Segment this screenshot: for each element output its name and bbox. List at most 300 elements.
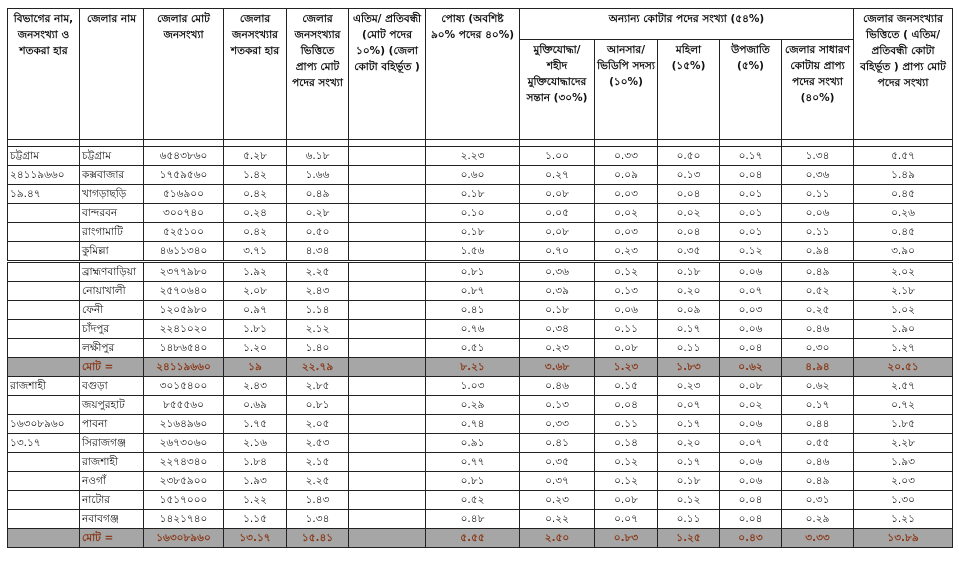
table-row (8, 491, 953, 510)
division-cell: ১৩.১৭ (8, 434, 80, 453)
division-cell (8, 358, 80, 377)
division-cell (8, 510, 80, 529)
table-body (8, 140, 953, 548)
district-cell: চট্টগ্রাম (80, 147, 144, 166)
table-row (8, 434, 953, 453)
tribal-cell: ০.০৪ (720, 339, 782, 358)
posts-by-pop-cell: ১.৩৪ (287, 510, 349, 529)
general-cell: ০.১৭ (782, 396, 854, 415)
poshya-cell: ৫.৫৫ (426, 529, 520, 548)
ansar-cell: ০.০৮ (595, 491, 658, 510)
total-row (8, 358, 953, 377)
posts-by-pop-cell: ২.১২ (287, 320, 349, 339)
tribal-cell: ০.০৬ (720, 453, 782, 472)
posts-by-pop-cell: ২.২৫ (287, 472, 349, 491)
table-row (8, 147, 953, 166)
women-cell: ০.২৩ (658, 377, 720, 396)
population-cell: ৩০০৭৪০ (144, 204, 224, 223)
posts-by-pop-cell: ০.৪৯ (287, 185, 349, 204)
district-cell: বান্দরবন (80, 204, 144, 223)
general-cell: ০.৪৯ (782, 472, 854, 491)
tribal-cell: ০.০৬ (720, 415, 782, 434)
header-pop-percent: জেলার জনসংখ্যার শতকরা হার (224, 9, 287, 140)
general-cell: ০.৬২ (782, 377, 854, 396)
header-ansar: আনসার/ ভিডিপি সদস্য (১০%) (595, 40, 658, 140)
general-cell: ০.৪৬ (782, 320, 854, 339)
women-cell: ০.১৩ (658, 166, 720, 185)
general-cell: ০.২৯ (782, 510, 854, 529)
freedom-cell: ০.২২ (520, 510, 595, 529)
poshya-cell: ০.৫২ (426, 491, 520, 510)
population-cell: ৩০১৫৪০০ (144, 377, 224, 396)
freedom-cell: ২.৫০ (520, 529, 595, 548)
pop-percent-cell: ১.৭৫ (224, 415, 287, 434)
poshya-cell: ০.৮১ (426, 472, 520, 491)
division-cell (8, 223, 80, 242)
final-cell: ১.৩০ (854, 491, 953, 510)
women-cell: ০.১৮ (658, 472, 720, 491)
spacer-cell (80, 140, 144, 147)
final-cell: ১৩.৮৯ (854, 529, 953, 548)
freedom-cell: ০.৪৬ (520, 377, 595, 396)
division-cell: চট্টগ্রাম (8, 147, 80, 166)
ansar-cell: ০.১৪ (595, 434, 658, 453)
women-cell: ০.১১ (658, 339, 720, 358)
header-posts-by-pop: জেলার জনসংখ্যার ভিত্তিতে প্রাপ্য মোট পদের সংখ্যা (287, 9, 349, 140)
final-cell: ১.২১ (854, 510, 953, 529)
ansar-cell: ০.১২ (595, 472, 658, 491)
spacer-cell (658, 140, 720, 147)
general-cell: ৪.৯৪ (782, 358, 854, 377)
final-cell: ০.২৬ (854, 204, 953, 223)
table-row (8, 204, 953, 223)
freedom-cell: ১.০০ (520, 147, 595, 166)
general-cell: ৩.৩৩ (782, 529, 854, 548)
women-cell: ০.৩৫ (658, 242, 720, 262)
ansar-cell: ০.৩৩ (595, 147, 658, 166)
spacer-cell (720, 140, 782, 147)
pop-percent-cell: ২.১৬ (224, 434, 287, 453)
pop-percent-cell: ১.৯২ (224, 262, 287, 282)
posts-by-pop-cell: ০.৮১ (287, 396, 349, 415)
final-cell: ৫.৫৭ (854, 147, 953, 166)
women-cell: ০.০৪ (658, 185, 720, 204)
district-cell: মোট = (80, 529, 144, 548)
general-cell: ০.৯৪ (782, 242, 854, 262)
tribal-cell: ০.০১ (720, 204, 782, 223)
division-cell (8, 491, 80, 510)
tribal-cell: ০.০৪ (720, 491, 782, 510)
division-cell: ১৬৩০৮৯৬০ (8, 415, 80, 434)
population-cell: ১৪৮৬৫৪০ (144, 339, 224, 358)
freedom-cell: ০.৩৯ (520, 282, 595, 301)
tribal-cell: ০.০২ (720, 396, 782, 415)
ansar-cell: ০.০৩ (595, 185, 658, 204)
population-cell: ২৬৭৩০৬০ (144, 434, 224, 453)
posts-by-pop-cell: ৪.৩৪ (287, 242, 349, 262)
posts-by-pop-cell: ৬.১৮ (287, 147, 349, 166)
pop-percent-cell: ১.৯৩ (224, 472, 287, 491)
spacer-row (8, 140, 953, 147)
division-cell: ২৪১১৯৬৬০ (8, 166, 80, 185)
district-cell: ফেনী (80, 301, 144, 320)
general-cell: ০.৫৫ (782, 434, 854, 453)
freedom-cell: ০.২৩ (520, 491, 595, 510)
posts-by-pop-cell: ০.২৮ (287, 204, 349, 223)
pop-percent-cell: ৫.২৮ (224, 147, 287, 166)
freedom-cell: ০.২৩ (520, 339, 595, 358)
spacer-cell (782, 140, 854, 147)
women-cell: ০.১৭ (658, 415, 720, 434)
population-cell: ৫১৬৯০০ (144, 185, 224, 204)
division-cell: ১৯.৪৭ (8, 185, 80, 204)
women-cell: ০.০৪ (658, 223, 720, 242)
posts-by-pop-cell: ১.৪৩ (287, 491, 349, 510)
general-cell: ০.৩০ (782, 339, 854, 358)
general-cell: ০.৪৯ (782, 262, 854, 282)
posts-by-pop-cell: ২.০৫ (287, 415, 349, 434)
district-cell: রাংগামাটি (80, 223, 144, 242)
freedom-cell: ০.৩৭ (520, 472, 595, 491)
final-cell: ১.৯০ (854, 320, 953, 339)
final-cell: ২.১৮ (854, 282, 953, 301)
orphan-cell (349, 339, 426, 358)
division-cell (8, 204, 80, 223)
women-cell: ১.৮৩ (658, 358, 720, 377)
women-cell: ০.২০ (658, 434, 720, 453)
final-cell: ২.০২ (854, 262, 953, 282)
orphan-cell (349, 223, 426, 242)
table-row (8, 166, 953, 185)
freedom-cell: ০.৩৪ (520, 320, 595, 339)
table-row (8, 453, 953, 472)
general-cell: ০.৪৪ (782, 415, 854, 434)
header-tribal: উপজাতি (৫%) (720, 40, 782, 140)
general-cell: ০.১১ (782, 223, 854, 242)
division-cell (8, 529, 80, 548)
division-cell (8, 339, 80, 358)
freedom-cell: ০.৭০ (520, 242, 595, 262)
tribal-cell: ০.০৬ (720, 320, 782, 339)
ansar-cell: ০.১২ (595, 453, 658, 472)
poshya-cell: ০.৭৭ (426, 453, 520, 472)
division-cell (8, 472, 80, 491)
pop-percent-cell: ০.৬৯ (224, 396, 287, 415)
poshya-cell: ১.৫৬ (426, 242, 520, 262)
freedom-cell: ০.৩৫ (520, 453, 595, 472)
tribal-cell: ০.০১ (720, 223, 782, 242)
posts-by-pop-cell: ০.৫০ (287, 223, 349, 242)
final-cell: ০.৪৫ (854, 185, 953, 204)
spacer-cell (287, 140, 349, 147)
general-cell: ০.৪৬ (782, 453, 854, 472)
orphan-cell (349, 185, 426, 204)
spacer-cell (854, 140, 953, 147)
table-row (8, 339, 953, 358)
women-cell: ০.১৭ (658, 453, 720, 472)
poshya-cell: ০.৪১ (426, 301, 520, 320)
population-cell: ৫২৫১০০ (144, 223, 224, 242)
final-cell: ০.৭২ (854, 396, 953, 415)
final-cell: ২০.৫১ (854, 358, 953, 377)
spacer-cell (520, 140, 595, 147)
total-row (8, 529, 953, 548)
orphan-cell (349, 396, 426, 415)
posts-by-pop-cell: ২.৪৩ (287, 282, 349, 301)
orphan-cell (349, 301, 426, 320)
poshya-cell: ০.১০ (426, 204, 520, 223)
table-row (8, 472, 953, 491)
general-cell: ০.৫২ (782, 282, 854, 301)
division-cell: রাজশাহী (8, 377, 80, 396)
orphan-cell (349, 491, 426, 510)
general-cell: ০.৩৬ (782, 166, 854, 185)
women-cell: ০.১৭ (658, 320, 720, 339)
population-cell: ২৫৭০৬৪০ (144, 282, 224, 301)
division-cell (8, 301, 80, 320)
pop-percent-cell: ২.০৮ (224, 282, 287, 301)
ansar-cell: ০.১৩ (595, 282, 658, 301)
orphan-cell (349, 453, 426, 472)
orphan-cell (349, 282, 426, 301)
tribal-cell: ০.০৪ (720, 166, 782, 185)
tribal-cell: ০.০৭ (720, 282, 782, 301)
header-poshya: পোষ্য (অবশিষ্ট ৯০% পদের ৪০%) (426, 9, 520, 140)
tribal-cell: ০.০৪ (720, 510, 782, 529)
population-cell: ১৬৩০৮৯৬০ (144, 529, 224, 548)
table-row (8, 377, 953, 396)
spacer-cell (144, 140, 224, 147)
division-cell (8, 262, 80, 282)
district-cell: মোট = (80, 358, 144, 377)
spacer-cell (224, 140, 287, 147)
orphan-cell (349, 204, 426, 223)
population-cell: ৬৫৪৩৮৬০ (144, 147, 224, 166)
women-cell: ০.১২ (658, 491, 720, 510)
posts-by-pop-cell: ১৫.৪১ (287, 529, 349, 548)
freedom-cell: ০.২৭ (520, 166, 595, 185)
posts-by-pop-cell: ১.৬৬ (287, 166, 349, 185)
final-cell: ১.৪৯ (854, 166, 953, 185)
population-cell: ৪৬১১৩৪০ (144, 242, 224, 262)
women-cell: ০.৫০ (658, 147, 720, 166)
general-cell: ০.২৫ (782, 301, 854, 320)
tribal-cell: ০.০৬ (720, 262, 782, 282)
orphan-cell (349, 147, 426, 166)
ansar-cell: ০.০৪ (595, 396, 658, 415)
orphan-cell (349, 377, 426, 396)
population-cell: ১৭৫৯৫৬০ (144, 166, 224, 185)
pop-percent-cell: ১.৮১ (224, 320, 287, 339)
final-cell: ১.৮৫ (854, 415, 953, 434)
population-cell: ১২০৫৯৮০ (144, 301, 224, 320)
district-cell: বগুড়া (80, 377, 144, 396)
header-general: জেলার সাধারণ কোটায় প্রাপ্য পদের সংখ্যা (৪০%) (782, 40, 854, 140)
district-cell: পাবনা (80, 415, 144, 434)
ansar-cell: ০.৮৩ (595, 529, 658, 548)
table-row (8, 510, 953, 529)
pop-percent-cell: ১.১৫ (224, 510, 287, 529)
spacer-cell (8, 140, 80, 147)
ansar-cell: ১.২৩ (595, 358, 658, 377)
header-final: জেলার জনসংখ্যার ভিত্তিতে ( এতিম/ প্রতিবন্ধী কোটা বহির্ভূত ) প্রাপ্য মোট পদের সংখ্যা (854, 9, 953, 140)
spacer-cell (349, 140, 426, 147)
pop-percent-cell: ০.৯৭ (224, 301, 287, 320)
orphan-cell (349, 262, 426, 282)
population-cell: ২৩৭৭৯৮০ (144, 262, 224, 282)
header-division: বিভাগের নাম, জনসংখ্যা ও শতকরা হার (8, 9, 80, 140)
women-cell: ০.০২ (658, 204, 720, 223)
district-cell: নবাবগঞ্জ (80, 510, 144, 529)
final-cell: ২.২৮ (854, 434, 953, 453)
freedom-cell: ০.৩৩ (520, 415, 595, 434)
poshya-cell: ০.১৮ (426, 223, 520, 242)
pop-percent-cell: ১৩.১৭ (224, 529, 287, 548)
pop-percent-cell: ২.৪৩ (224, 377, 287, 396)
district-cell: খাগড়াছড়ি (80, 185, 144, 204)
ansar-cell: ০.০৩ (595, 223, 658, 242)
freedom-cell: ০.০৫ (520, 204, 595, 223)
posts-by-pop-cell: ২.৮৫ (287, 377, 349, 396)
pop-percent-cell: ০.৪২ (224, 185, 287, 204)
pop-percent-cell: ০.৪২ (224, 223, 287, 242)
pop-percent-cell: ১.২০ (224, 339, 287, 358)
ansar-cell: ০.১২ (595, 262, 658, 282)
final-cell: ১.৯৩ (854, 453, 953, 472)
spacer-cell (426, 140, 520, 147)
poshya-cell: ০.৮১ (426, 262, 520, 282)
ansar-cell: ০.২৩ (595, 242, 658, 262)
ansar-cell: ০.০৮ (595, 339, 658, 358)
header-orphan: এতিম/ প্রতিবন্ধী (মোট পদের ১০%) (জেলা কোটা বহির্ভূত ) (349, 9, 426, 140)
final-cell: ২.৫৭ (854, 377, 953, 396)
district-cell: জয়পুরহাট (80, 396, 144, 415)
freedom-cell: ০.১৩ (520, 396, 595, 415)
tribal-cell: ০.১২ (720, 242, 782, 262)
general-cell: ০.১১ (782, 185, 854, 204)
district-cell: রাজশাহী (80, 453, 144, 472)
header-district: জেলার নাম (80, 9, 144, 140)
ansar-cell: ০.১৫ (595, 377, 658, 396)
tribal-cell: ০.০৩ (720, 301, 782, 320)
pop-percent-cell: ১.৪২ (224, 166, 287, 185)
tribal-cell: ০.৪৩ (720, 529, 782, 548)
tribal-cell: ০.০৭ (720, 434, 782, 453)
header-population: জেলার মোট জনসংখ্যা (144, 9, 224, 140)
table-row (8, 185, 953, 204)
spacer-cell (595, 140, 658, 147)
population-cell: ২৩৮৫৯০০ (144, 472, 224, 491)
district-cell: লক্ষীপুর (80, 339, 144, 358)
poshya-cell: ০.৭৬ (426, 320, 520, 339)
poshya-cell: ০.৪৮ (426, 510, 520, 529)
division-cell (8, 320, 80, 339)
final-cell: ২.০৩ (854, 472, 953, 491)
population-cell: ২৪১১৯৬৬০ (144, 358, 224, 377)
ansar-cell: ০.০২ (595, 204, 658, 223)
women-cell: ০.০৯ (658, 301, 720, 320)
pop-percent-cell: ১.২২ (224, 491, 287, 510)
ansar-cell: ০.০৭ (595, 510, 658, 529)
division-cell (8, 396, 80, 415)
table-row (8, 242, 953, 262)
pop-percent-cell: ১.৮৪ (224, 453, 287, 472)
orphan-cell (349, 529, 426, 548)
freedom-cell: ৩.৬৮ (520, 358, 595, 377)
header-freedom: মুক্তিযোদ্ধা/ শহীদ মুক্তিযোদ্ধাদের সন্তান (৩০%) (520, 40, 595, 140)
ansar-cell: ০.১১ (595, 320, 658, 339)
tribal-cell: ০.৬২ (720, 358, 782, 377)
posts-by-pop-cell: ২.১৫ (287, 453, 349, 472)
poshya-cell: ০.১৮ (426, 185, 520, 204)
orphan-cell (349, 472, 426, 491)
general-cell: ০.৩১ (782, 491, 854, 510)
tribal-cell: ০.০১ (720, 185, 782, 204)
freedom-cell: ০.৩৬ (520, 262, 595, 282)
header-other-quota: অন্যান্য কোটার পদের সংখ্যা (৫৪%) (520, 9, 854, 40)
poshya-cell: ০.৫১ (426, 339, 520, 358)
ansar-cell: ০.০৯ (595, 166, 658, 185)
division-cell (8, 453, 80, 472)
division-cell (8, 242, 80, 262)
population-cell: ২২৪১০২০ (144, 320, 224, 339)
orphan-cell (349, 434, 426, 453)
women-cell: ০.১৮ (658, 262, 720, 282)
poshya-cell: ০.৯১ (426, 434, 520, 453)
freedom-cell: ০.১৮ (520, 301, 595, 320)
orphan-cell (349, 358, 426, 377)
population-cell: ২২৭৪৩৪০ (144, 453, 224, 472)
district-quota-table (7, 8, 953, 548)
district-cell: ব্রাহ্মণবাড়িয়া (80, 262, 144, 282)
posts-by-pop-cell: ২.৫৩ (287, 434, 349, 453)
poshya-cell: ০.৬০ (426, 166, 520, 185)
poshya-cell: ১.০৩ (426, 377, 520, 396)
district-cell: নওগাঁ (80, 472, 144, 491)
women-cell: ০.১১ (658, 510, 720, 529)
table-row (8, 301, 953, 320)
freedom-cell: ০.৪১ (520, 434, 595, 453)
orphan-cell (349, 320, 426, 339)
district-cell: কুমিল্লা (80, 242, 144, 262)
orphan-cell (349, 415, 426, 434)
orphan-cell (349, 166, 426, 185)
general-cell: ০.০৬ (782, 204, 854, 223)
table-row (8, 223, 953, 242)
pop-percent-cell: ৩.৭১ (224, 242, 287, 262)
tribal-cell: ০.০৮ (720, 377, 782, 396)
posts-by-pop-cell: ১.৪০ (287, 339, 349, 358)
general-cell: ১.৩৪ (782, 147, 854, 166)
district-cell: সিরাজগঞ্জ (80, 434, 144, 453)
division-cell (8, 282, 80, 301)
poshya-cell: ৮.২১ (426, 358, 520, 377)
table-row (8, 262, 953, 282)
district-cell: চাঁদপুর (80, 320, 144, 339)
table-row (8, 282, 953, 301)
final-cell: ১.২৭ (854, 339, 953, 358)
orphan-cell (349, 510, 426, 529)
header-women: মহিলা (১৫%) (658, 40, 720, 140)
posts-by-pop-cell: ১.১৪ (287, 301, 349, 320)
final-cell: ০.৪৫ (854, 223, 953, 242)
ansar-cell: ০.১১ (595, 415, 658, 434)
poshya-cell: ০.৭৪ (426, 415, 520, 434)
population-cell: ১৪২১৭৪০ (144, 510, 224, 529)
population-cell: ২১৬৪৯৬০ (144, 415, 224, 434)
district-cell: কক্সবাজার (80, 166, 144, 185)
final-cell: ১.০২ (854, 301, 953, 320)
